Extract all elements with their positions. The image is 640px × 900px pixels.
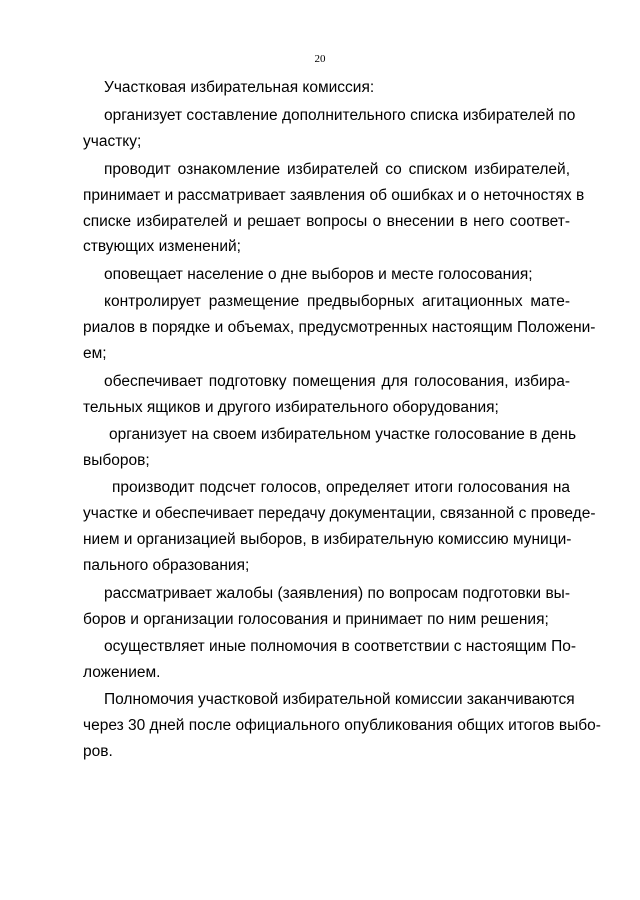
- paragraph-line: боров и организации голосования и принимает по ним решения;: [83, 611, 549, 628]
- paragraph-line: выборов;: [83, 452, 150, 469]
- paragraph-line: пального образования;: [83, 557, 250, 574]
- paragraph-line: организует составление дополнительного списка избирателей по: [104, 107, 576, 124]
- paragraph-line: обеспечивает подготовку помещения для голосования, избира-: [104, 373, 570, 390]
- page-number: 20: [314, 53, 326, 65]
- paragraph-line: рассматривает жалобы (заявления) по вопросам подготовки вы-: [104, 585, 570, 602]
- paragraph-line: ем;: [83, 345, 107, 362]
- paragraph-line: оповещает население о дне выборов и месте голосования;: [104, 266, 533, 283]
- paragraph-line: риалов в порядке и объемах, предусмотренных настоящим Положени-: [83, 319, 596, 336]
- paragraph-line: ров.: [83, 743, 113, 760]
- paragraph-line: через 30 дней после официального опубликования общих итогов выбо-: [83, 717, 601, 734]
- paragraph-line: Участковая избирательная комиссия:: [104, 79, 375, 96]
- paragraph-line: участку;: [83, 133, 142, 150]
- paragraph-line: контролирует размещение предвыборных агитационных мате-: [104, 293, 570, 310]
- paragraph-line: ложением.: [83, 664, 161, 681]
- paragraph-line: организует на своем избирательном участке голосование в день: [109, 426, 577, 443]
- paragraph-line: проводит ознакомление избирателей со списком избирателей,: [104, 161, 570, 178]
- paragraph-line: участке и обеспечивает передачу документации, связанной с проведе-: [83, 505, 596, 522]
- paragraph-line: осуществляет иные полномочия в соответствии с настоящим По-: [104, 638, 577, 655]
- paragraph-line: Полномочия участковой избирательной комиссии заканчиваются: [104, 691, 575, 708]
- paragraph-line: тельных ящиков и другого избирательного оборудования;: [83, 399, 499, 416]
- paragraph-line: принимает и рассматривает заявления об ошибках и о неточностях в: [83, 187, 585, 204]
- paragraph-line: нием и организацией выборов, в избирательную комиссию муници-: [83, 531, 572, 548]
- paragraph-line: списке избирателей и решает вопросы о внесении в него соответ-: [83, 213, 570, 230]
- paragraph-line: производит подсчет голосов, определяет итоги голосования на: [112, 479, 570, 496]
- paragraph-line: ствующих изменений;: [83, 238, 241, 255]
